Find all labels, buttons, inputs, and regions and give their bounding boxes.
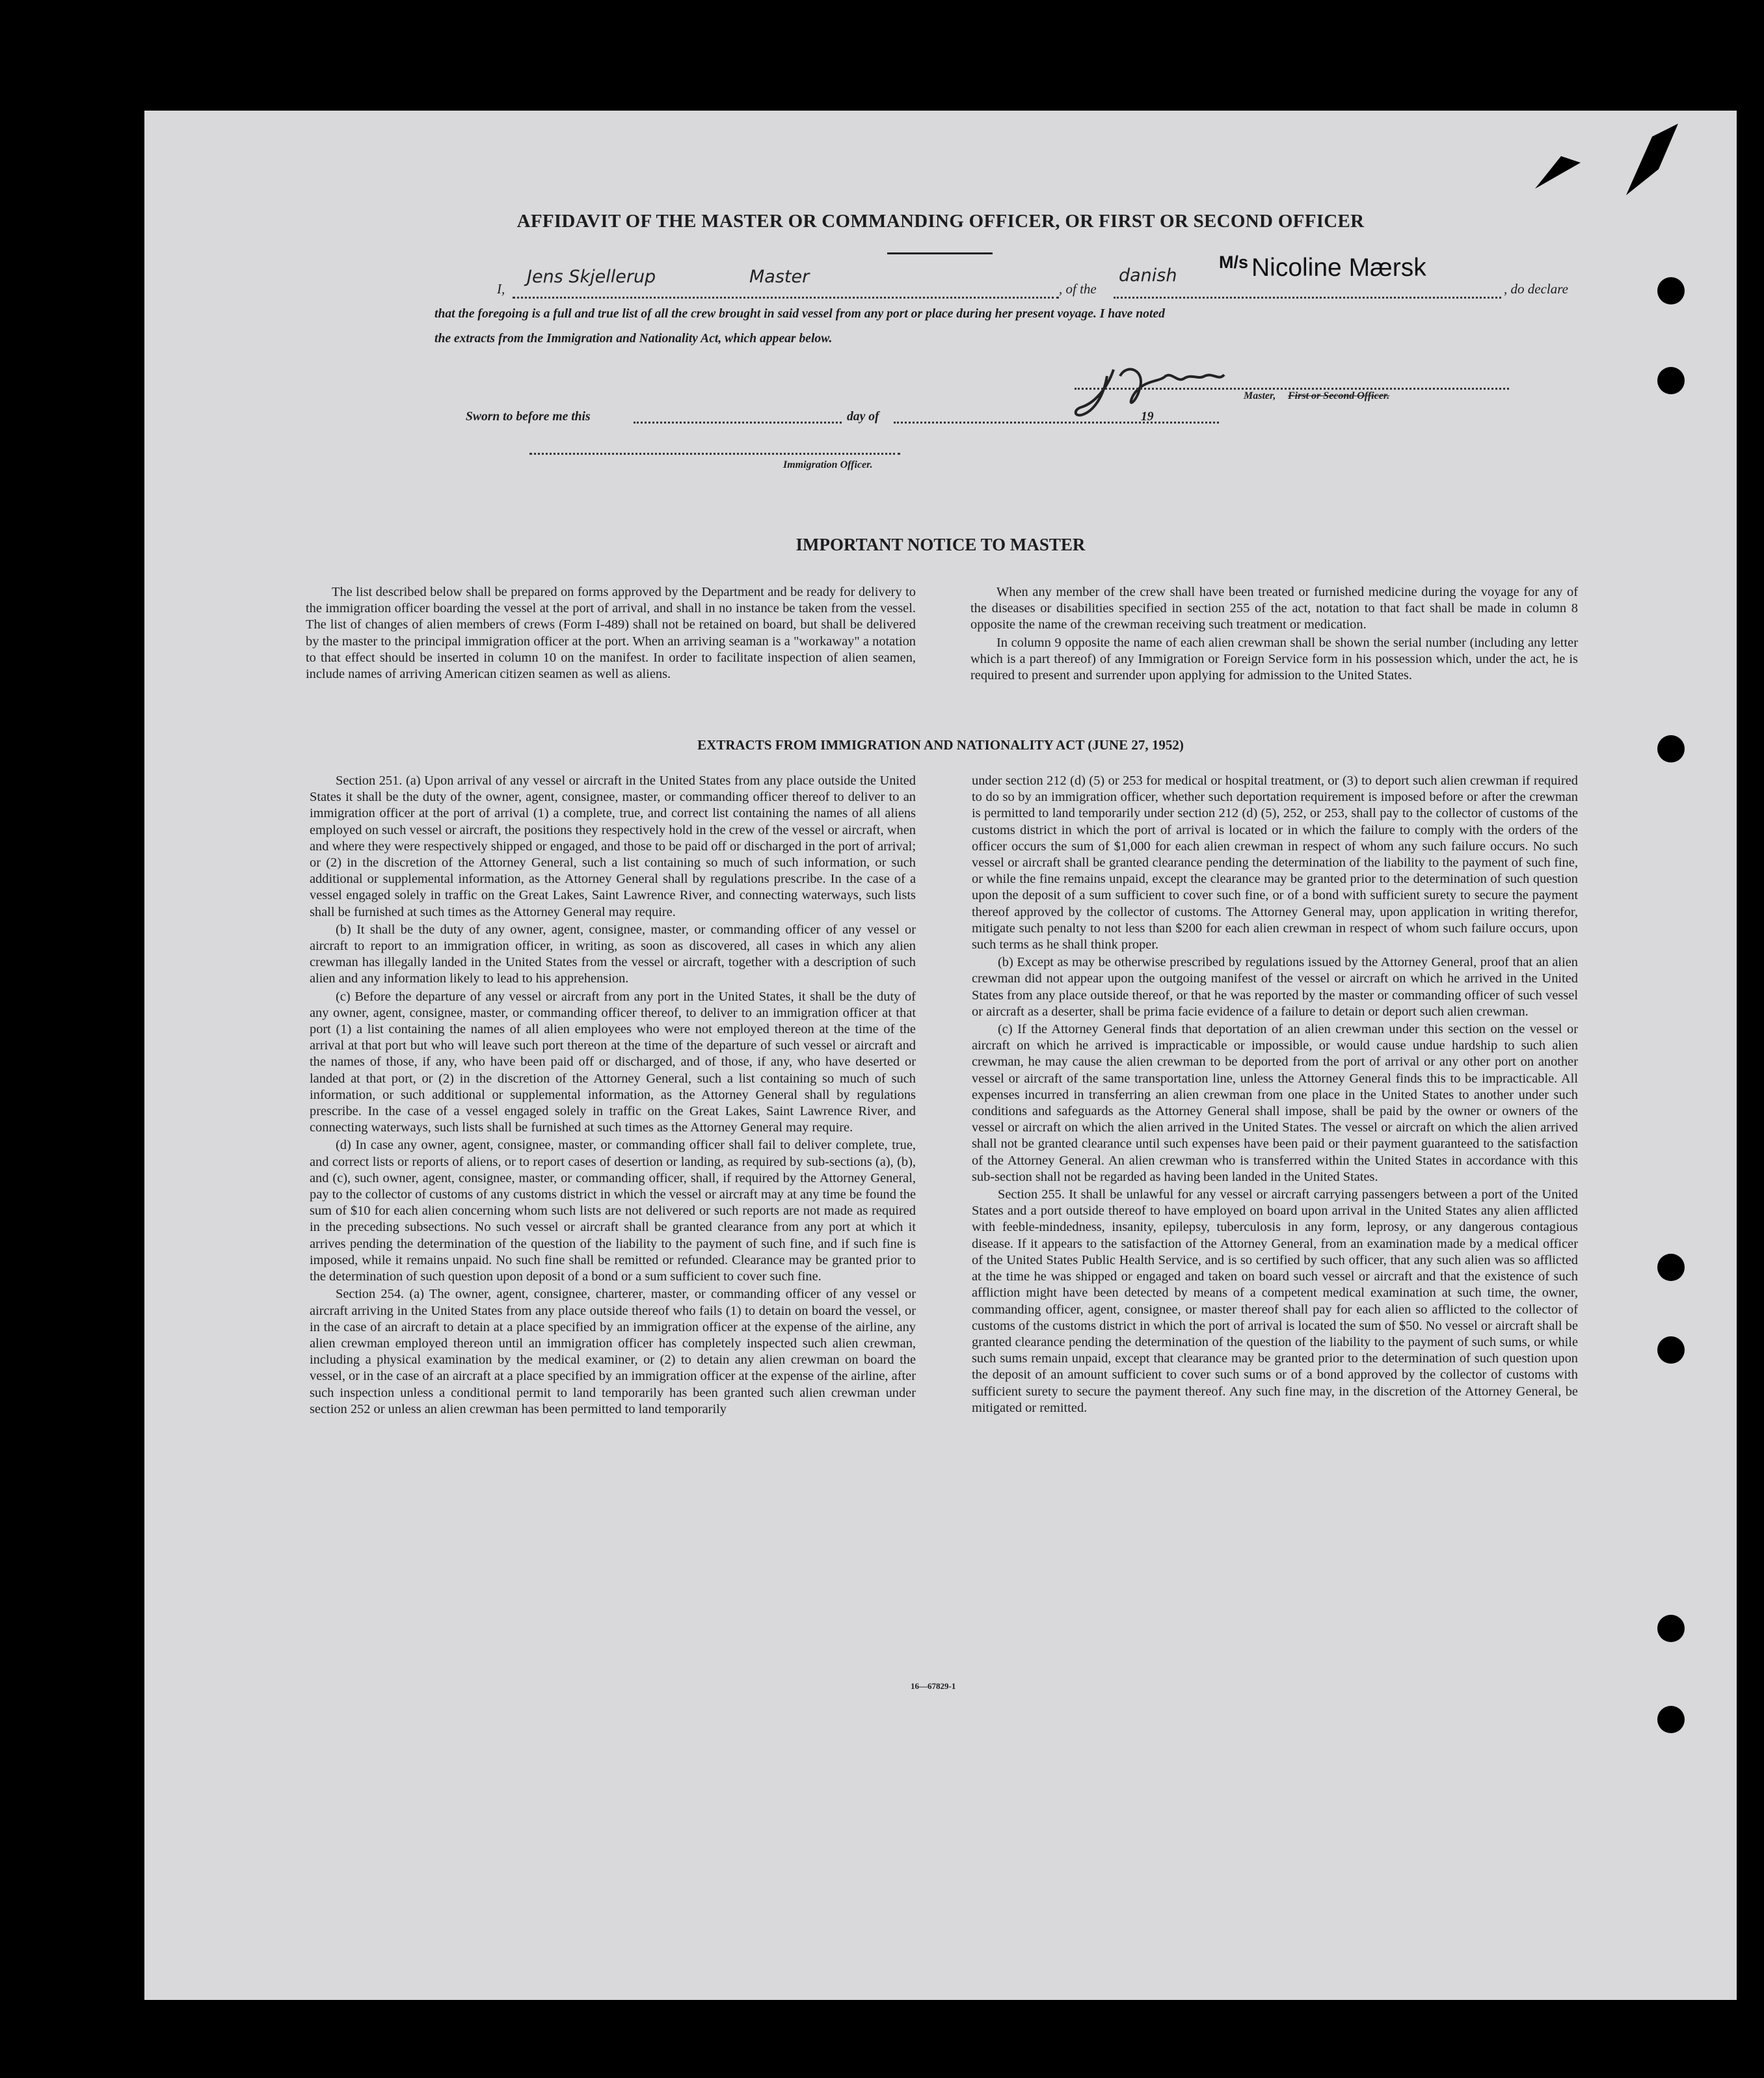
act-right-column	[972, 773, 1578, 1418]
corner-mark	[1522, 117, 1698, 208]
notice-left-text: The list described below shall be prepared on forms approved by the Department and be ready for delivery to the immigration officer boarding the vessel at the port of arrival, and shall in no instance be taken from the vessel. The list of changes of alien members of crews (Form I-489) shall not be retained on board, but shall be delivered by the master to the principal immigration officer at the port. When an arriving seaman is a "workaway" a notation to that effect should be inserted in column 10 on the manifest. In order to facilitate inspection of alien seamen, include names of arriving American citizen seamen as well as aliens.	[306, 585, 916, 682]
master-position: Master	[749, 267, 810, 287]
notice-right-text-1: When any member of the crew shall have been treated or furnished medicine during the voyage for any of the diseases or disabilities specified in section 255 of the act, notation to that fact shall be made in column 8 opposite the name of the crewman receiving such treatment or medication.	[970, 585, 1578, 632]
nationality: danish	[1119, 265, 1177, 286]
sworn-label: Sworn to before me this	[466, 410, 591, 424]
immigration-officer-label: Immigration Officer.	[783, 459, 873, 470]
declaration-line-3: the extracts from the Immigration and Nationality Act, which appear below.	[434, 332, 833, 345]
punch-hole	[1657, 1336, 1685, 1364]
struck-officer-label: First or Second Officer.	[1288, 390, 1390, 401]
notice-right-text-2: In column 9 opposite the name of each alien crewman shall be shown the serial number (including any letter which is a part thereof) of any Immigration or Foreign Service form in his possession which, under the act, he is required to present and surrender upon applying for admission to the United States.	[970, 635, 1578, 683]
sworn-day-line	[634, 422, 842, 424]
act-paragraph: (c) Before the departure of any vessel or aircraft from any port in the United States, it shall be the duty of any owner, agent, consignee, master, or commanding officer thereof, to deliver to an immigration officer at that port (1) a list containing the names of all alien employees who were not employed thereon at the time of the arrival at that port but who will leave such port thereon at the time of the departure of such vessel or aircraft and the names of those, if any, who have been paid off or discharged, and of those, if any, who have deserted or landed at that port, or (2) in the discretion of the Attorney General, such a list containing so much of such information, or such additional or supplemental information, as the Attorney General shall by regulations prescribe. In the case of a vessel engaged solely in traffic on the Great Lakes, Saint Lawrence River, and connecting waterways, such lists shall be furnished at such times as the Attorney General may require.	[310, 989, 916, 1135]
day-of-label: day of	[847, 410, 879, 424]
name-dotted-line	[513, 297, 1059, 299]
notice-title: IMPORTANT NOTICE TO MASTER	[795, 535, 1086, 554]
punch-hole	[1657, 277, 1685, 304]
punch-hole	[1657, 1706, 1685, 1733]
declaration-i: I,	[497, 281, 505, 297]
extracts-title: EXTRACTS FROM IMMIGRATION AND NATIONALITY ACT (JUNE 27, 1952)	[697, 737, 1184, 753]
act-left-column	[310, 773, 916, 1419]
do-declare-label: , do declare	[1504, 281, 1568, 297]
affidavit-page	[144, 111, 1737, 2000]
declaration-line-2: that the foregoing is a full and true list of all the crew brought in said vessel from any port or place during her present voyage. I have noted	[434, 307, 1165, 321]
act-paragraph: (b) Except as may be otherwise prescribed by regulations issued by the Attorney General, proof that an alien crewman did not appear upon the outgoing manifest of the vessel or aircraft on which he arrived in the United States from any place outside thereof, or that he was reported by the master or commanding officer of such vessel or aircraft as a deserter, shall be prima facie evidence of a failure to detain or deport such alien crewman.	[972, 955, 1578, 1019]
vessel-dotted-line	[1114, 297, 1501, 299]
act-paragraph: Section 255. It shall be unlawful for any vessel or aircraft carrying passengers between a port of the United States and a port outside thereof to have employed on board upon arrival in the United States any alien afflicted with feeble-mindedness, insanity, epilepsy, tuberculosis in any form, leprosy, or any dangerous contagious disease. If it appears to the satisfaction of the Attorney General, from an examination made by a medical officer of the United States Public Health Service, and is so certified by such officer, that any such alien was so afflicted at the time he was shipped or engaged and taken on board such vessel or aircraft and that the existence of such affliction might have been detected by means of a competent medical examination at such time, the owner, commanding officer, agent, consignee, or master thereof shall pay for each alien so afflicted to the collector of customs of the customs district in which the port of arrival is located the sum of $50. No vessel or aircraft shall be granted clearance pending the determination of the question of the liability to the payment of such sums, or while such sums remain unpaid, except that clearance may be granted prior to the determination of such question upon the deposit of an amount sufficient to cover such sums or of a bond approved by the collector of customs with sufficient surety to secure the payment thereof. Any such fine may, in the discretion of the Attorney General, be mitigated or remitted.	[972, 1187, 1578, 1415]
master-name: Jens Skjellerup	[527, 267, 656, 287]
act-paragraph: (d) In case any owner, agent, consignee, master, or commanding officer shall fail to deliver complete, true, and correct lists or reports of aliens, or to report cases of desertion or landing, as required by sub-sections (a), (b), and (c), such owner, agent, consignee, master, or commanding officer, shall, if required by the Attorney General, pay to the collector of customs of any customs district in which the vessel or aircraft may at any time be found the sum of $10 for each alien concerning whom such lists are not delivered or such reports are not made as required in the preceding subsections. No such vessel or aircraft shall be granted clearance from any port at which it arrives pending the determination of the question of the liability to the payment of such fine, and if such fine is imposed, while it remains unpaid. No such fine shall be remitted or refunded. Clearance may be granted prior to the determination of such question upon deposit of a bond or a sum sufficient to cover such fine.	[310, 1138, 916, 1284]
master-role-label: Master,	[1244, 390, 1276, 401]
sworn-month-line	[894, 422, 1219, 424]
act-paragraph: Section 254. (a) The owner, agent, consignee, charterer, master, or commanding officer of any vessel or aircraft arriving in the United States from any place outside thereof who fails (1) to detain on board the vessel, or in the case of an aircraft to detain at a place specified by an immigration officer at the expense of the airline, any alien crewman employed thereon until an immigration officer has completely inspected such alien crewman, including a physical examination by the medical examiner, or (2) to detain any alien crewman on board the vessel, or in the case of an aircraft at a place specified by an immigration officer at the expense of the airline, after such inspection unless a conditional permit to land temporarily has been granted such alien crewman under section 252 or unless an alien crewman has been permitted to land temporarily	[310, 1287, 916, 1416]
punch-hole	[1657, 367, 1685, 394]
vessel-name: Nicoline Mærsk	[1251, 254, 1426, 282]
notice-left-paragraph	[306, 584, 916, 684]
officer-line	[529, 453, 900, 455]
signature-line	[1075, 388, 1509, 390]
of-the-label: , of the	[1059, 281, 1097, 297]
year-label: 19	[1141, 410, 1154, 424]
form-reference: 16—67829-1	[911, 1681, 956, 1691]
act-paragraph: (b) It shall be the duty of any owner, agent, consignee, master, or commanding officer of any vessel or aircraft to report to an immigration officer, in writing, as soon as discovered, all cases in which any alien crewman has illegally landed in the United States from the vessel or aircraft, together with a description of such alien and any information likely to lead to his apprehension.	[310, 922, 916, 986]
notice-right-paragraphs	[970, 584, 1578, 685]
punch-hole	[1657, 1254, 1685, 1281]
affidavit-title: AFFIDAVIT OF THE MASTER OR COMMANDING OFFICER, OR FIRST OR SECOND OFFICER	[516, 211, 1365, 232]
act-paragraph: under section 212 (d) (5) or 253 for medical or hospital treatment, or (3) to deport such alien crewman if required to do so by an immigration officer, whether such deportation requirement is imposed before or after the crewman is permitted to land temporarily under section 212 (d) (5), 252, or 253, shall pay to the collector of customs of the customs district in which the port of arrival is located or in which the failure to comply with the orders of the officer occurs the sum of $1,000 for each alien crewman in respect of whom any such failure occurs. No such vessel or aircraft shall be granted clearance pending the determination of the liability to the payment of such fine, or while the fine remains unpaid, except the clearance may be granted prior to the determination of such question upon the deposit of a sum sufficient to cover such fine, or of a bond with sufficient surety to secure the payment thereof approved by the collector of customs. The Attorney General may, upon application in writing therefor, mitigate such penalty to not less than $200 for each alien crewman in respect of whom such failure occurs, upon such terms as he shall think proper.	[972, 774, 1578, 952]
act-paragraph: (c) If the Attorney General finds that deportation of an alien crewman under this section on the vessel or aircraft on which he arrived is impracticable or impossible, or would cause undue hardship to such alien crewman, he may cause the alien crewman to be deported from the port of arrival or any other port on another vessel or aircraft of the same transportation line, unless the Attorney General finds this to be impracticable. All expenses incurred in transferring an alien crewman from one place in the United States to another under such conditions and safeguards as the Attorney General shall impose, shall be paid by the owner or owners of the vessel or aircraft on which the alien arrived in the United States. The vessel or aircraft on which the alien arrived shall not be granted clearance until such expenses have been paid or their payment guaranteed to the satisfaction of the Attorney General. An alien crewman who is transferred within the United States in accordance with this sub-section shall not be regarded as having been landed in the United States.	[972, 1022, 1578, 1184]
vessel-prefix: M/s	[1219, 252, 1249, 272]
punch-hole	[1657, 1615, 1685, 1642]
act-paragraph: Section 251. (a) Upon arrival of any vessel or aircraft in the United States from any place outside the United States it shall be the duty of the owner, agent, consignee, master, or commanding officer thereof to deliver to an immigration officer at the port of arrival (1) a complete, true, and correct list containing the names of all aliens employed on such vessel or aircraft, the positions they respectively hold in the crew of the vessel or aircraft, when and where they were respectively shipped or engaged, and those to be paid off or discharged in the port of arrival; or (2) in the discretion of the Attorney General, such a list containing so much of such information, or such additional or supplemental information, as the Attorney General shall by regulations prescribe. In the case of a vessel engaged solely in traffic on the Great Lakes, Saint Lawrence River, and connecting waterways, such lists shall be furnished at such times as the Attorney General may require.	[310, 774, 916, 919]
title-rule	[887, 252, 993, 254]
